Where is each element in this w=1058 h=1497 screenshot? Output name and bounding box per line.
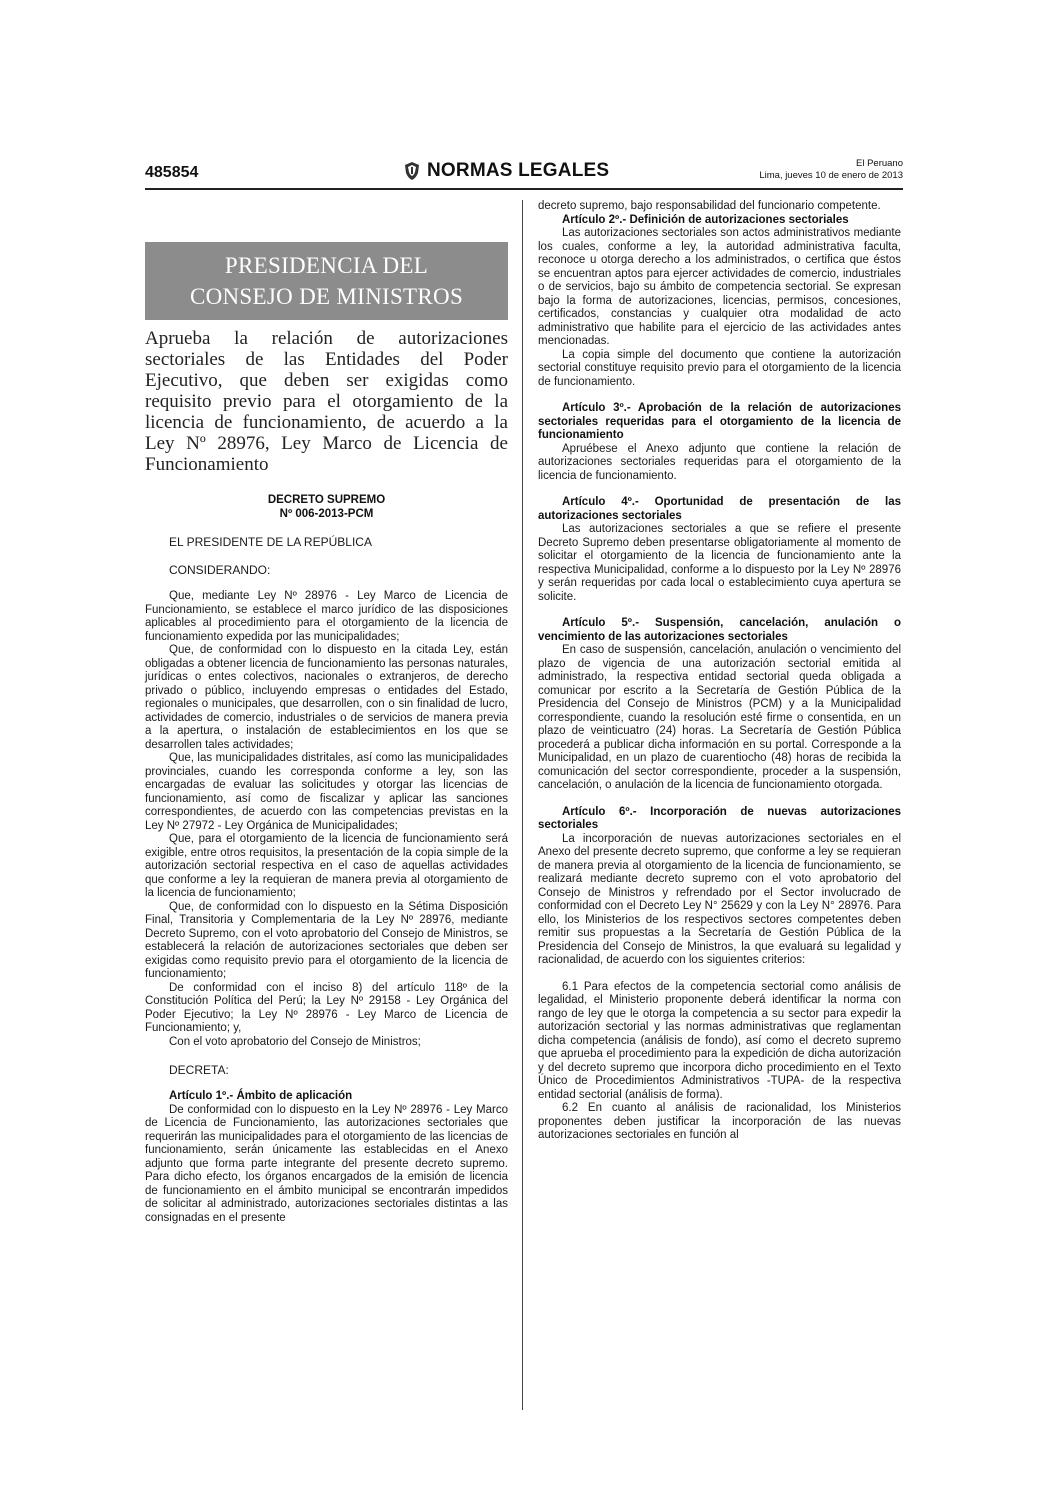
headline: Aprueba la relación de autorizaciones sectoriales de las Entidades del Poder Ejecutivo, que deben ser exigidas como requisito previo para el otorgamiento de la licencia de funcionamiento, de acuerdo a la Ley Nº 28976, Ley Marco de Licencia de Funcionamiento [145, 328, 508, 475]
right-column [538, 200, 901, 1143]
section-banner [145, 242, 508, 320]
president-line: EL PRESIDENTE DE LA REPÚBLICA [169, 535, 372, 549]
decree-number: Nº 006-2013-PCM [279, 508, 374, 520]
clause-6-2: 6.2 En cuanto al análisis de racionalidad, los Ministerios proponentes deben justificar la incorporación de las nuevas autorizaciones sectoriales en función al [538, 1102, 901, 1141]
newspaper-name: El Peruano [855, 158, 903, 169]
article-2-heading: Artículo 2º.- Definición de autorizaciones sectoriales [562, 213, 849, 226]
decree-title [145, 493, 508, 521]
left-column [145, 200, 508, 1225]
recital-3: Que, las municipalidades distritales, así como las municipalidades provinciales, cuando les corresponda conforme a ley, son las encargadas de evaluar las solicitudes y otorgar las licencias de funcionamiento, así como de fiscalizar y aplicar las sanciones correspondientes, de acuerdo con las competencias previstas en la Ley Nº 27972 - Ley Orgánica de Municipalidades; [145, 752, 508, 832]
recital-6: De conformidad con el inciso 8) del artículo 118º de la Constitución Política del Perú; la Ley Nº 29158 - Ley Orgánica del Poder Ejecutivo; la Ley Nº 28976 - Ley Marco de Licencia de Funcionamiento; y, [145, 981, 508, 1034]
header-meta [759, 158, 903, 182]
article-3-body: Apruébese el Anexo adjunto que contiene la relación de autorizaciones sectoriales requeridas para el otorgamiento de la licencia de funcionamiento. [538, 442, 901, 482]
article-2-body-2: La copia simple del documento que contiene la autorización sectorial constituye requisito previo para el otorgamiento de la licencia de funcionamiento. [538, 348, 901, 388]
recital-4: Que, para el otorgamiento de la licencia de funcionamiento será exigible, entre otros requisitos, la presentación de la copia simple de la autorización sectorial respectiva en el caso de aquellas actividades que conforme a ley la requieran de manera previa al otorgamiento de la licencia de funcionamiento; [145, 833, 508, 899]
considerando-label: CONSIDERANDO: [169, 563, 271, 577]
column-divider [522, 200, 523, 1410]
clause-6-1: 6.1 Para efectos de la competencia sectorial como análisis de legalidad, el Ministerio proponente deberá identificar la norma con rango de ley que le otorga la competencia a su sector para expedir la autorización sectorial y las normas administrativas que reglamentan dicha competencia (análisis de fondo), así como el decreto supremo que aprueba el procedimiento para la expedición de dicha autorización y del decreto supremo que incorpora dicho procedimiento en el Texto Único de Procedimientos Administrativos -TUPA- de la respectiva entidad sectorial (análisis de forma). [538, 980, 901, 1101]
recital-2: Que, de conformidad con lo dispuesto en la citada Ley, están obligadas a obtener licencia de funcionamiento las personas naturales, jurídicas o entes colectivos, nacionales o extranjeros, de derecho privado o público, incluyendo empresas o entidades del Estado, regionales o municipales, que desarrollen, con o sin finalidad de lucro, actividades de comercio, industriales o de servicios de manera previa a la apertura, o instalación de establecimientos en los que se desarrollen tales actividades; [145, 644, 508, 751]
article-1-body: De conformidad con lo dispuesto en la Ley Nº 28976 - Ley Marco de Licencia de Funcionamiento, las autorizaciones sectoriales que requerirán las municipalidades para el otorgamiento de las licencias de funcionamiento, serán únicamente las establecidas en el Anexo adjunto que forma parte integrante del presente decreto supremo. Para dicho efecto, los órganos encargados de la emisión de licencia de funcionamiento en el ámbito municipal se encontrarán impedidos de solicitar al administrado, autorizaciones sectoriales distintas a las consignadas en el presente [145, 1103, 508, 1224]
recital-7: Con el voto aprobatorio del Consejo de Ministros; [169, 1035, 421, 1048]
article-6-body: La incorporación de nuevas autorizaciones sectoriales en el Anexo del presente decreto supremo, que conforme a ley se requieran de manera previa al otorgamiento de la licencia de funcionamiento, se realizará mediante decreto supremo con el voto aprobatorio del Consejo de Ministros y refrendado por el Sector involucrado de conformidad con el Decreto Ley N° 25629 y con la Ley N° 28976. Para ello, los Ministerios de los respectivos sectores competentes deben remitir sus propuestas a la Secretaría de Gestión Pública de la Presidencia del Consejo de Ministros, la que evaluará su legalidad y racionalidad, de acuerdo con los siguientes criterios: [538, 832, 901, 966]
masthead-title: NORMAS LEGALES [427, 160, 610, 181]
publication-date: Lima, jueves 10 de enero de 2013 [759, 170, 903, 181]
article-1-heading: Artículo 1º.- Ámbito de aplicación [169, 1090, 353, 1102]
header-rule [145, 188, 903, 190]
article-4-body: Las autorizaciones sectoriales a que se refiere el presente Decreto Supremo deben presentarse obligatoriamente al momento de solicitar el otorgamiento de la licencia de funcionamiento ante la respectiva Municipalidad, conforme a lo dispuesto por la Ley Nº 28976 y serán requeridas por cada local o establecimiento cuya apertura se solicite. [538, 523, 901, 603]
article-1-continued: decreto supremo, bajo responsabilidad del funcionario competente. [538, 200, 881, 212]
article-2-body-1: Las autorizaciones sectoriales son actos administrativos mediante los cuales, conforme a ley, la autoridad administrativa faculta, reconoce u otorga derecho a los administrados, o certifica que éstos se encuentran aptos para ejercer actividades de comercio, industriales o de servicios, bajo su ámbito de competencia sectorial. Se expresan bajo la forma de autorizaciones, licencias, permisos, concesiones, certificados, constancias y cualquier otra modalidad de acto administrativo que habilite para el ejercicio de las actividades antes mencionadas. [538, 227, 901, 347]
article-4-heading: Artículo 4º.- Oportunidad de presentación de las autorizaciones sectoriales [538, 496, 901, 522]
decreta-label: DECRETA: [169, 1063, 229, 1077]
recital-5: Que, de conformidad con lo dispuesto en la Sétima Disposición Final, Transitoria y Complementaria de la Ley Nº 28976, mediante Decreto Supremo, con el voto aprobatorio del Consejo de Ministros, se establecerá la relación de autorizaciones sectoriales que deben ser exigidas como requisito previo para el otorgamiento de la licencia de funcionamiento; [145, 900, 508, 980]
decree-type: DECRETO SUPREMO [267, 494, 386, 506]
section-title-line1: PRESIDENCIA DEL [224, 253, 429, 278]
page-header [145, 156, 903, 186]
page-number: 485854 [145, 164, 199, 181]
masthead [403, 160, 609, 182]
coat-of-arms-icon [403, 161, 421, 181]
article-5-body: En caso de suspensión, cancelación, anulación o vencimiento del plazo de vigencia de una autorización sectorial emitida al administrado, la respectiva entidad sectorial queda obligada a comunicar por escrito a la Secretaría de Gestión Pública de la Presidencia del Consejo de Ministros (PCM) y a la Municipalidad correspondiente, cuando la resolución esté firme o consentida, en un plazo de veinticuatro (24) horas. La Secretaría de Gestión Pública procederá a publicar dicha información en su portal. Corresponde a la Municipalidad, en un plazo de cuarentiocho (48) horas de recibida la comunicación del sector correspondiente, proceder a la suspensión, cancelación, o anulación de la licencia de funcionamiento otorgada. [538, 644, 901, 791]
article-5-heading: Artículo 5º.- Suspensión, cancelación, anulación o vencimiento de las autorizaciones sectoriales [538, 617, 901, 643]
section-title-line2: CONSEJO DE MINISTROS [189, 284, 464, 309]
article-3-heading: Artículo 3º.- Aprobación de la relación de autorizaciones sectoriales requeridas para el otorgamiento de la licencia de funcionamiento [538, 402, 901, 441]
article-6-heading: Artículo 6º.- Incorporación de nuevas autorizaciones sectoriales [538, 805, 901, 831]
recital-1: Que, mediante Ley Nº 28976 - Ley Marco de Licencia de Funcionamiento, se establece el marco jurídico de las disposiciones aplicables al procedimiento para el otorgamiento de la licencia de funcionamiento expedida por las municipalidades; [145, 590, 508, 643]
